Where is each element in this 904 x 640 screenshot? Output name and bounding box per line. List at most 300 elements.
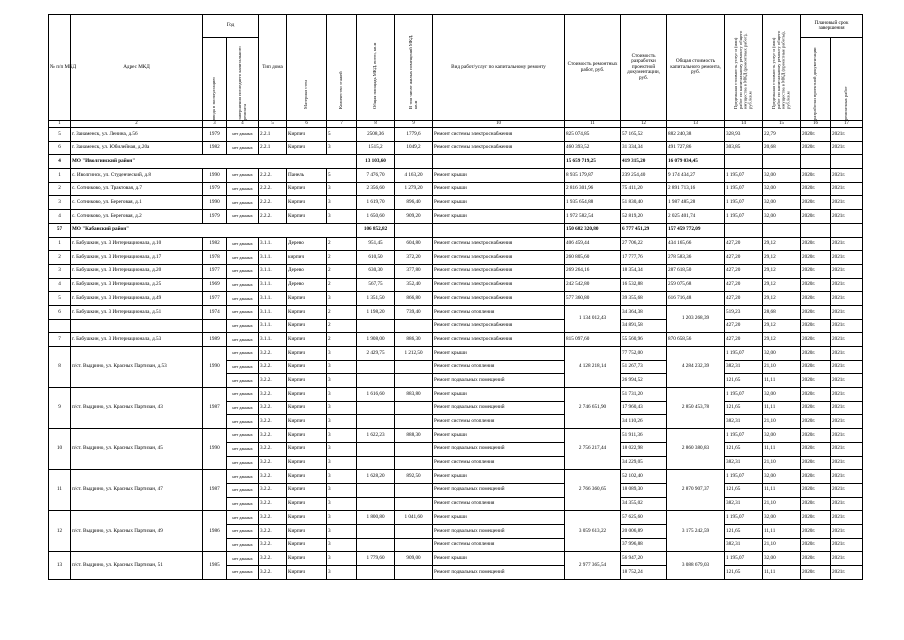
plan-design-cell: 2020г. bbox=[801, 360, 831, 374]
row-number: 9 bbox=[49, 388, 71, 429]
house-type-cell: 3.1.1. bbox=[259, 237, 287, 251]
cost-design-cell: 17 777,76 bbox=[621, 251, 667, 265]
address-cell: г. Заиаменск, ул. Ленина, д.56 bbox=[71, 128, 203, 142]
cost-total-cell: 882 240,38 bbox=[667, 128, 725, 142]
plan-repair-cell: 2021г. bbox=[831, 264, 863, 278]
house-type-cell: 3.2.2. bbox=[259, 401, 287, 415]
plan-repair-cell: 2021г. bbox=[831, 347, 863, 361]
area-premises-cell: 377,80 bbox=[395, 264, 433, 278]
area-total-cell: 1 908,00 bbox=[357, 333, 395, 347]
year-repair-cell: нет данных bbox=[227, 442, 259, 456]
cost-repair-cell: 3 059 613,22 bbox=[565, 511, 621, 552]
area-total-cell: 1 198,20 bbox=[357, 305, 395, 319]
year-built-cell: 1977 bbox=[203, 292, 227, 306]
cost-total-cell: 1 203 268,39 bbox=[667, 305, 725, 332]
table-row bbox=[49, 305, 863, 319]
plan-design-cell: 2020г. bbox=[801, 415, 831, 429]
limit-repair-cell: 1 195,07 bbox=[725, 169, 763, 183]
cost-design-cell: 57 625,60 bbox=[621, 511, 667, 525]
material-cell: Кирпич bbox=[287, 347, 327, 361]
floors-cell: 3 bbox=[327, 388, 357, 402]
year-repair-cell: нет данных bbox=[227, 305, 259, 319]
cost-design-cell: 31 334,34 bbox=[621, 141, 667, 155]
house-type-cell: 3.1.1. bbox=[259, 305, 287, 319]
column-number: 6 bbox=[287, 121, 327, 128]
limit-design-cell: 32,00 bbox=[763, 429, 801, 443]
limit-repair-cell: 1 195,07 bbox=[725, 429, 763, 443]
material-cell: Кирпич bbox=[287, 524, 327, 538]
plan-repair-cell: 2021г. bbox=[831, 483, 863, 497]
year-repair-cell: нет данных bbox=[227, 128, 259, 142]
material-cell: Дерево bbox=[287, 237, 327, 251]
cost-repair-cell: 2 766 360,65 bbox=[565, 470, 621, 511]
plan-design-cell: 2020г. bbox=[801, 237, 831, 251]
header-work: Вид работ/услуг по капитальному ремонту bbox=[433, 15, 565, 121]
cost-repair-cell: 2 746 651,90 bbox=[565, 388, 621, 429]
header-year-group: Год bbox=[203, 15, 259, 38]
year-built-cell: 1990 bbox=[203, 429, 227, 470]
address-cell: п/ст. Выдрино, ул. Красных Партизан, 49 bbox=[71, 511, 203, 552]
floors-cell: 3 bbox=[327, 347, 357, 361]
address-cell: г. Заиаменск, ул. Юбилейная, д.20а bbox=[71, 141, 203, 155]
cost-repair-cell: 1 935 654,88 bbox=[565, 196, 621, 210]
house-type-cell: 3.1.1. bbox=[259, 292, 287, 306]
cost-design-cell: 55 560,96 bbox=[621, 333, 667, 347]
material-cell: Кирпич bbox=[287, 319, 327, 333]
house-type-cell: 3.2.2. bbox=[259, 388, 287, 402]
table-row bbox=[49, 292, 863, 306]
cost-repair-cell: 4 128 218,14 bbox=[565, 347, 621, 388]
area-total-cell bbox=[357, 538, 395, 552]
plan-design-cell: 2020г. bbox=[801, 251, 831, 265]
limit-repair-cell: 427,20 bbox=[725, 319, 763, 333]
floors-cell: 3 bbox=[327, 511, 357, 525]
plan-design-cell: 2020г. bbox=[801, 566, 831, 580]
limit-repair-cell: 1 195,07 bbox=[725, 388, 763, 402]
work-type-cell: Ремонт системы электроснабжения bbox=[433, 141, 565, 155]
header-area-total: Общая площадь МКД, всего, кв.м bbox=[357, 15, 395, 121]
limit-design-cell: 28,68 bbox=[763, 305, 801, 319]
header-type: Тип дома bbox=[259, 15, 287, 121]
plan-repair-cell: 2021г. bbox=[831, 292, 863, 306]
address-cell: с. Иволгинск, ул. Студенческий, д.8 bbox=[71, 169, 203, 183]
area-premises-cell: 604,80 bbox=[395, 237, 433, 251]
year-repair-cell: нет данных bbox=[227, 333, 259, 347]
row-number bbox=[49, 319, 71, 333]
address-cell: с. Сотниково, ул. Береговая, д.1 bbox=[71, 196, 203, 210]
area-premises-cell bbox=[395, 360, 433, 374]
limit-repair-cell: 121,65 bbox=[725, 401, 763, 415]
year-built-cell: 1986 bbox=[203, 511, 227, 552]
address-cell bbox=[71, 319, 203, 333]
plan-repair-cell: 2021г. bbox=[831, 251, 863, 265]
year-built-cell: 1979 bbox=[203, 210, 227, 224]
limit-repair-cell: 382,31 bbox=[725, 360, 763, 374]
address-cell: г. Бабушкин, ул. 3 Интернационала, д.25 bbox=[71, 278, 203, 292]
plan-repair-cell: 2021г. bbox=[831, 237, 863, 251]
limit-design-cell: 11,11 bbox=[763, 442, 801, 456]
year-repair-cell: нет данных bbox=[227, 210, 259, 224]
year-repair-cell: нет данных bbox=[227, 251, 259, 265]
column-number: 2 bbox=[71, 121, 203, 128]
year-built-cell: 1969 bbox=[203, 278, 227, 292]
material-cell: Дерево bbox=[287, 264, 327, 278]
year-repair-cell: нет данных bbox=[227, 511, 259, 525]
house-type-cell: 2.2.2. bbox=[259, 196, 287, 210]
area-total-cell: 1515,2 bbox=[357, 141, 395, 155]
plan-repair-cell: 2021г. bbox=[831, 470, 863, 484]
material-cell: Панель bbox=[287, 169, 327, 183]
row-number: 8 bbox=[49, 347, 71, 388]
area-total-cell bbox=[357, 524, 395, 538]
plan-repair-cell: 2021г. bbox=[831, 305, 863, 319]
floors-cell: 5 bbox=[327, 169, 357, 183]
limit-repair-cell: 328,93 bbox=[725, 128, 763, 142]
plan-design-cell: 2020г. bbox=[801, 182, 831, 196]
address-cell: г. Бабушкин, ул. 3 Интернационала, д.17 bbox=[71, 251, 203, 265]
area-premises-cell: 866,80 bbox=[395, 292, 433, 306]
plan-design-cell: 2020г. bbox=[801, 292, 831, 306]
plan-design-cell: 2020г. bbox=[801, 264, 831, 278]
year-built-cell: 1982 bbox=[203, 141, 227, 155]
work-type-cell: Ремонт подвальных помещений bbox=[433, 401, 565, 415]
work-type-cell: Ремонт подвальных помещений bbox=[433, 442, 565, 456]
work-type-cell: Ремонт системы электроснабжения bbox=[433, 278, 565, 292]
limit-design-cell: 29,12 bbox=[763, 319, 801, 333]
table-cell bbox=[763, 155, 801, 169]
year-repair-cell: нет данных bbox=[227, 182, 259, 196]
work-type-cell: Ремонт подвальных помещений bbox=[433, 374, 565, 388]
work-type-cell: Ремонт крыши bbox=[433, 429, 565, 443]
floors-cell: 3 bbox=[327, 456, 357, 470]
house-type-cell: 2.2.1 bbox=[259, 141, 287, 155]
column-number: 12 bbox=[621, 121, 667, 128]
column-number: 9 bbox=[395, 121, 433, 128]
work-type-cell: Ремонт подвальных помещений bbox=[433, 483, 565, 497]
plan-repair-cell: 2021г. bbox=[831, 388, 863, 402]
floors-cell: 2 bbox=[327, 278, 357, 292]
limit-repair-cell: 1 195,07 bbox=[725, 511, 763, 525]
limit-design-cell: 21,10 bbox=[763, 415, 801, 429]
area-premises-cell: 909,20 bbox=[395, 210, 433, 224]
cost-repair-cell: 815 097,60 bbox=[565, 333, 621, 347]
work-type-cell: Ремонт системы электроснабжения bbox=[433, 319, 565, 333]
year-repair-cell: нет данных bbox=[227, 497, 259, 511]
column-number: 14 bbox=[725, 121, 763, 128]
floors-cell: 2 bbox=[327, 237, 357, 251]
cost-design-cell: 239 254,40 bbox=[621, 169, 667, 183]
limit-repair-cell: 382,31 bbox=[725, 538, 763, 552]
plan-design-cell: 2020г. bbox=[801, 456, 831, 470]
area-total-cell: 1 800,80 bbox=[357, 511, 395, 525]
cost-design-cell: 77 752,00 bbox=[621, 347, 667, 361]
cost-total-cell: 2 891 713,16 bbox=[667, 182, 725, 196]
area-total-cell bbox=[357, 566, 395, 580]
cost-design-cell: 51 267,73 bbox=[621, 360, 667, 374]
column-number: 3 bbox=[203, 121, 227, 128]
plan-design-cell: 2020г. bbox=[801, 319, 831, 333]
house-type-cell: 3.1.1. bbox=[259, 251, 287, 265]
floors-cell: 3 bbox=[327, 524, 357, 538]
area-total-cell bbox=[357, 360, 395, 374]
cost-design-cell: 17 960,43 bbox=[621, 401, 667, 415]
plan-design-cell: 2020г. bbox=[801, 305, 831, 319]
limit-design-cell: 29,12 bbox=[763, 251, 801, 265]
area-total-cell: 1 779,60 bbox=[357, 552, 395, 566]
table-row bbox=[49, 319, 863, 333]
row-number: 10 bbox=[49, 429, 71, 470]
area-total-cell: 610,50 bbox=[357, 251, 395, 265]
address-cell: п/ст. Выдрино, ул. Красных Партизан, 47 bbox=[71, 470, 203, 511]
floors-cell: 2 bbox=[327, 319, 357, 333]
plan-design-cell: 2020г. bbox=[801, 128, 831, 142]
house-type-cell: 3.2.2. bbox=[259, 456, 287, 470]
year-repair-cell: нет данных bbox=[227, 374, 259, 388]
house-type-cell: 3.2.2. bbox=[259, 360, 287, 374]
work-type-cell: Ремонт крыши bbox=[433, 552, 565, 566]
area-total-cell: 2 356,60 bbox=[357, 182, 395, 196]
house-type-cell: 3.2.2. bbox=[259, 524, 287, 538]
cost-total-cell: 616 716,48 bbox=[667, 292, 725, 306]
plan-repair-cell: 2021г. bbox=[831, 319, 863, 333]
row-number: 57 bbox=[49, 223, 71, 237]
floors-cell: 3 bbox=[327, 497, 357, 511]
cost-total-cell: 2 860 380,83 bbox=[667, 429, 725, 470]
house-type-cell: 3.2.2. bbox=[259, 429, 287, 443]
cost-design-cell: 34 110,26 bbox=[621, 415, 667, 429]
floors-cell: 2 bbox=[327, 264, 357, 278]
limit-repair-cell: 1 195,07 bbox=[725, 347, 763, 361]
house-type-cell: 3.2.2. bbox=[259, 442, 287, 456]
cost-total-cell: 4 284 232,39 bbox=[667, 347, 725, 388]
table-row bbox=[49, 141, 863, 155]
limit-design-cell: 32,00 bbox=[763, 210, 801, 224]
floors-cell: 2 bbox=[327, 333, 357, 347]
address-cell: с. Сотниково, ул. Береговая, д.2 bbox=[71, 210, 203, 224]
year-repair-cell: нет данных bbox=[227, 566, 259, 580]
cost-repair-cell: 242 542,80 bbox=[565, 278, 621, 292]
cost-design-cell: 34 229,05 bbox=[621, 456, 667, 470]
table-row bbox=[49, 264, 863, 278]
plan-design-cell: 2020г. bbox=[801, 196, 831, 210]
repair-program-table bbox=[48, 14, 863, 580]
limit-repair-cell: 382,31 bbox=[725, 456, 763, 470]
floors-cell: 3 bbox=[327, 292, 357, 306]
house-type-cell: 3.2.2. bbox=[259, 470, 287, 484]
row-number: 4 bbox=[49, 155, 71, 169]
floors-cell: 3 bbox=[327, 401, 357, 415]
area-premises-cell bbox=[395, 415, 433, 429]
header-limit-repair: Предельная стоимость услуг и (или) работ по капитальному ремонту общего имущества в МКД (ремонтных работ), руб./кв.м bbox=[725, 15, 763, 121]
table-body bbox=[49, 128, 863, 580]
limit-repair-cell: 427,20 bbox=[725, 278, 763, 292]
plan-design-cell: 2020г. bbox=[801, 442, 831, 456]
row-number: 6 bbox=[49, 141, 71, 155]
plan-repair-cell: 2021г. bbox=[831, 333, 863, 347]
material-cell: Кирпич bbox=[287, 497, 327, 511]
header-material: Материал стен bbox=[287, 15, 327, 121]
plan-repair-cell: 2021г. bbox=[831, 182, 863, 196]
limit-repair-cell: 121,65 bbox=[725, 483, 763, 497]
material-cell: Кирпич bbox=[287, 415, 327, 429]
material-cell: Кирпич bbox=[287, 538, 327, 552]
house-type-cell: 3.2.2. bbox=[259, 347, 287, 361]
plan-repair-cell: 2021г. bbox=[831, 401, 863, 415]
year-built-cell: 1987 bbox=[203, 470, 227, 511]
work-type-cell: Ремонт крыши bbox=[433, 196, 565, 210]
year-repair-cell: нет данных bbox=[227, 237, 259, 251]
column-number: 13 bbox=[667, 121, 725, 128]
header-floors: Количество этажей bbox=[327, 15, 357, 121]
area-premises-cell: 1 279,20 bbox=[395, 182, 433, 196]
cost-repair-cell: 460 393,52 bbox=[565, 141, 621, 155]
limit-design-cell: 32,00 bbox=[763, 347, 801, 361]
limit-repair-cell: 121,65 bbox=[725, 524, 763, 538]
limit-design-cell: 21,10 bbox=[763, 538, 801, 552]
cost-total-cell: 287 618,50 bbox=[667, 264, 725, 278]
column-number: 7 bbox=[327, 121, 357, 128]
cost-total-cell: 259 075,68 bbox=[667, 278, 725, 292]
plan-design-cell: 2020г. bbox=[801, 388, 831, 402]
limit-repair-cell: 121,65 bbox=[725, 566, 763, 580]
material-cell: Кирпич bbox=[287, 128, 327, 142]
table-cell bbox=[831, 223, 863, 237]
floors-cell: 3 bbox=[327, 360, 357, 374]
row-number: 7 bbox=[49, 333, 71, 347]
limit-repair-cell: 1 195,07 bbox=[725, 552, 763, 566]
year-repair-cell: нет данных bbox=[227, 538, 259, 552]
year-built-cell: 1990 bbox=[203, 347, 227, 388]
area-premises-cell: 352,40 bbox=[395, 278, 433, 292]
area-total-cell bbox=[357, 497, 395, 511]
table-cell bbox=[801, 223, 831, 237]
cost-total-cell: 2 025 401,74 bbox=[667, 210, 725, 224]
limit-design-cell: 32,00 bbox=[763, 511, 801, 525]
limit-repair-cell: 1 195,07 bbox=[725, 196, 763, 210]
area-premises-cell: 883,80 bbox=[395, 388, 433, 402]
table-cell bbox=[395, 155, 433, 169]
material-cell: Кирпич bbox=[287, 566, 327, 580]
area-premises-cell: 888,30 bbox=[395, 429, 433, 443]
limit-design-cell: 29,12 bbox=[763, 237, 801, 251]
table-row bbox=[49, 128, 863, 142]
column-number: 4 bbox=[227, 121, 259, 128]
work-type-cell: Ремонт системы отопления bbox=[433, 415, 565, 429]
plan-design-cell: 2020г. bbox=[801, 538, 831, 552]
material-cell: Кирпич bbox=[287, 552, 327, 566]
plan-repair-cell: 2021г. bbox=[831, 566, 863, 580]
table-row bbox=[49, 552, 863, 566]
header-limit-design: Предельная стоимость услуг и (или) работ по капитальному ремонту общего имущества в МКД (проектные работы), руб./кв.м bbox=[763, 15, 801, 121]
work-type-cell: Ремонт крыши bbox=[433, 210, 565, 224]
district-summary-row bbox=[49, 155, 863, 169]
material-cell: Кирпич bbox=[287, 333, 327, 347]
area-premises-cell: 1 041,60 bbox=[395, 511, 433, 525]
address-cell: г. Бабушкин, ул. 3 Интернационала, д.49 bbox=[71, 292, 203, 306]
limit-repair-cell: 1 195,07 bbox=[725, 182, 763, 196]
work-type-cell: Ремонт системы электроснабжения bbox=[433, 251, 565, 265]
floors-cell: 3 bbox=[327, 210, 357, 224]
limit-repair-cell: 1 195,07 bbox=[725, 210, 763, 224]
limit-design-cell: 22,79 bbox=[763, 128, 801, 142]
limit-design-cell: 32,00 bbox=[763, 388, 801, 402]
work-type-cell: Ремонт крыши bbox=[433, 182, 565, 196]
area-total-cell: 106 852,82 bbox=[357, 223, 395, 237]
district-summary-row bbox=[49, 223, 863, 237]
cost-design-cell: 18 354,34 bbox=[621, 264, 667, 278]
row-number: 5 bbox=[49, 292, 71, 306]
work-type-cell: Ремонт системы электроснабжения bbox=[433, 292, 565, 306]
plan-design-cell: 2020г. bbox=[801, 470, 831, 484]
plan-repair-cell: 2021г. bbox=[831, 360, 863, 374]
material-cell: Кирпич bbox=[287, 511, 327, 525]
plan-repair-cell: 2021г. bbox=[831, 429, 863, 443]
house-type-cell: 3.1.1. bbox=[259, 278, 287, 292]
cost-design-cell: 16 532,88 bbox=[621, 278, 667, 292]
year-built-cell: 1978 bbox=[203, 251, 227, 265]
cost-total-cell: 157 459 772,09 bbox=[667, 223, 725, 237]
year-repair-cell: нет данных bbox=[227, 524, 259, 538]
plan-repair-cell: 2021г. bbox=[831, 374, 863, 388]
address-cell: п/ст. Выдрино, ул. Красных Партизан, 45 bbox=[71, 429, 203, 470]
year-repair-cell: нет данных bbox=[227, 292, 259, 306]
year-built-cell: 1990 bbox=[203, 169, 227, 183]
cost-total-cell: 434 165,66 bbox=[667, 237, 725, 251]
area-premises-cell bbox=[395, 401, 433, 415]
plan-design-cell: 2020г. bbox=[801, 210, 831, 224]
area-premises-cell: 1779,6 bbox=[395, 128, 433, 142]
material-cell: Кирпич bbox=[287, 141, 327, 155]
area-total-cell: 1 351,50 bbox=[357, 292, 395, 306]
table-row bbox=[49, 278, 863, 292]
limit-design-cell: 32,00 bbox=[763, 470, 801, 484]
table-row bbox=[49, 388, 863, 402]
floors-cell: 3 bbox=[327, 196, 357, 210]
row-number: 12 bbox=[49, 511, 71, 552]
cost-repair-cell: 406 459,44 bbox=[565, 237, 621, 251]
cost-repair-cell: 269 264,16 bbox=[565, 264, 621, 278]
floors-cell: 3 bbox=[327, 566, 357, 580]
plan-design-cell: 2020г. bbox=[801, 483, 831, 497]
cost-repair-cell: 2 977 365,54 bbox=[565, 552, 621, 579]
year-repair-cell: нет данных bbox=[227, 169, 259, 183]
cost-design-cell: 34 364,38 bbox=[621, 305, 667, 319]
floors-cell: 3 bbox=[327, 538, 357, 552]
header-plan-design: разработки проектной документации bbox=[801, 38, 831, 121]
cost-design-cell: 51 911,36 bbox=[621, 429, 667, 443]
plan-repair-cell: 2021г. bbox=[831, 442, 863, 456]
year-built-cell: 1982 bbox=[203, 237, 227, 251]
cost-design-cell: 419 315,20 bbox=[621, 155, 667, 169]
work-type-cell: Ремонт подвальных помещений bbox=[433, 524, 565, 538]
area-total-cell: 1 616,60 bbox=[357, 388, 395, 402]
floors-cell: 3 bbox=[327, 483, 357, 497]
row-number: 1 bbox=[49, 169, 71, 183]
material-cell: Кирпич bbox=[287, 388, 327, 402]
row-number: 3 bbox=[49, 264, 71, 278]
column-number: 17 bbox=[831, 121, 863, 128]
year-built-cell: 1977 bbox=[203, 264, 227, 278]
plan-repair-cell: 2021г. bbox=[831, 141, 863, 155]
area-total-cell bbox=[357, 483, 395, 497]
material-cell: Кирпич bbox=[287, 483, 327, 497]
work-type-cell: Ремонт крыши bbox=[433, 470, 565, 484]
year-repair-cell: нет данных bbox=[227, 319, 259, 333]
table-row bbox=[49, 182, 863, 196]
limit-design-cell: 11,11 bbox=[763, 374, 801, 388]
limit-design-cell: 29,12 bbox=[763, 333, 801, 347]
floors-cell: 3 bbox=[327, 552, 357, 566]
